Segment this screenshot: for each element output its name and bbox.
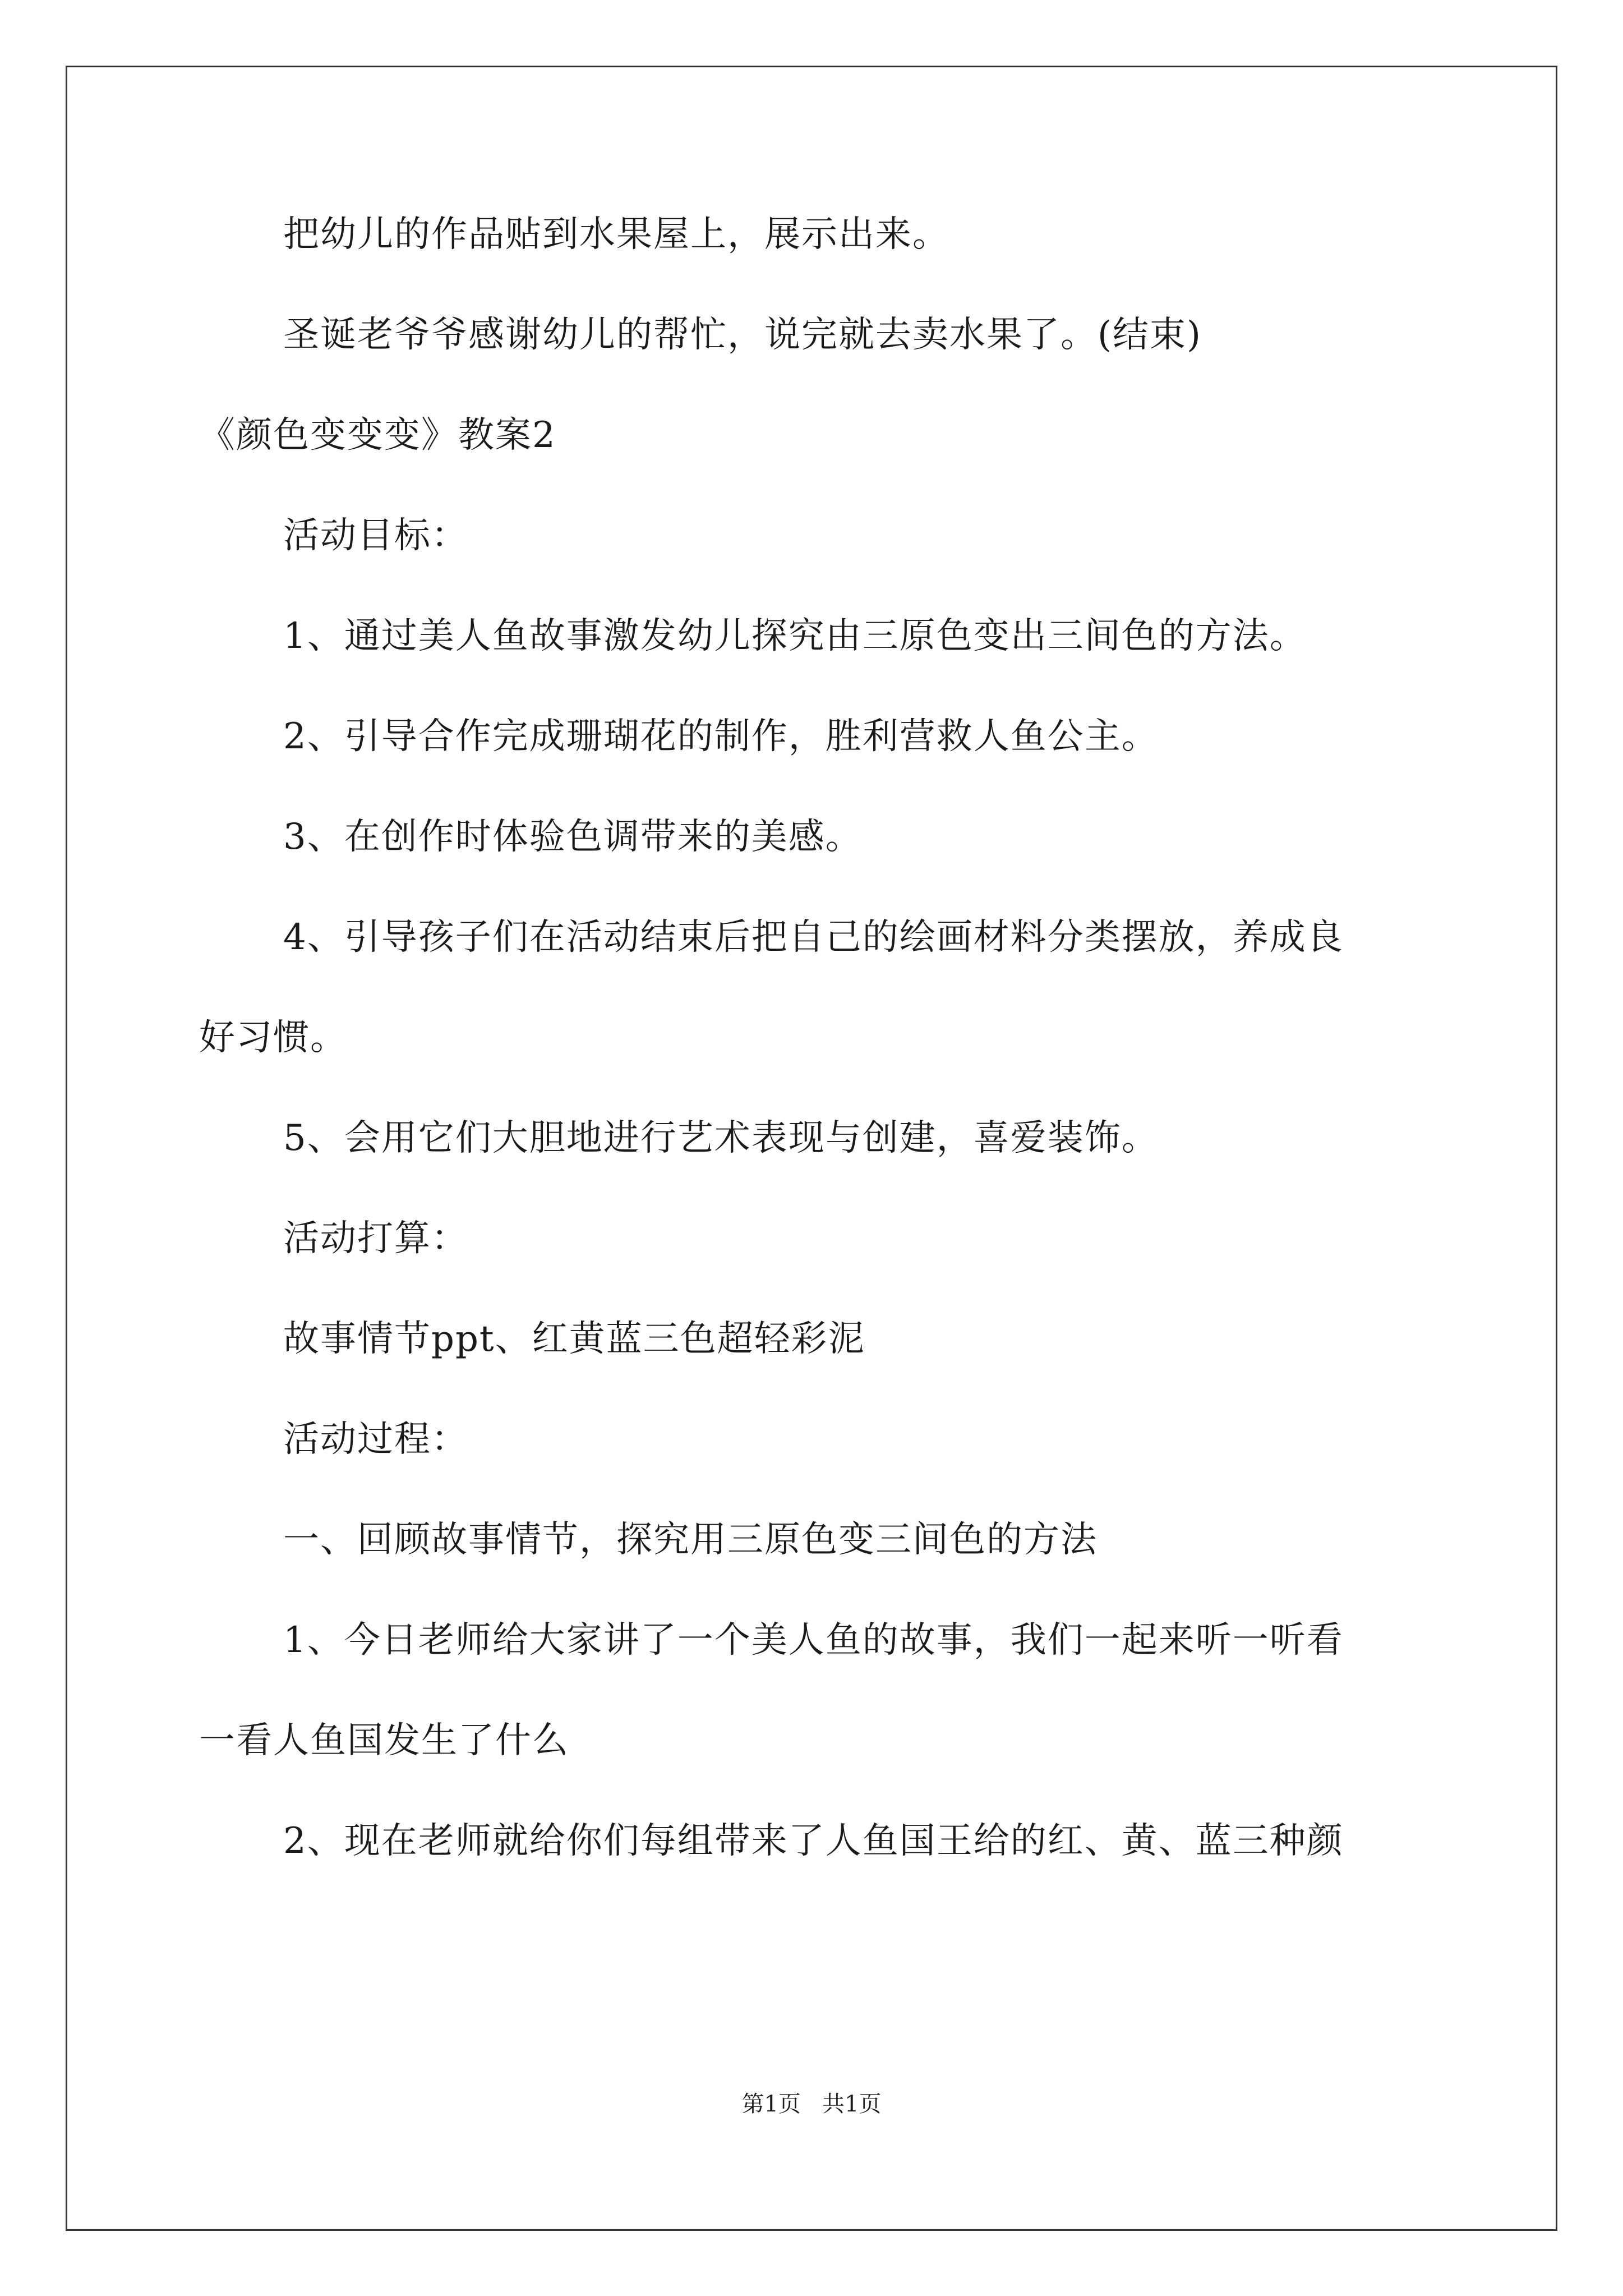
paragraph-line: 活动过程： [283, 1419, 468, 1460]
paragraph-line: 一看人鱼国发生了什么 [199, 1720, 569, 1761]
paragraph-line: 活动目标： [283, 515, 468, 556]
paragraph-line: 5、会用它们大胆地进行艺术表现与创建，喜爱装饰。 [283, 1117, 1159, 1159]
paragraph-line: 把幼儿的作品贴到水果屋上，展示出来。 [283, 214, 949, 255]
paragraph-line: 3、在创作时体验色调带来的美感。 [283, 816, 863, 858]
paragraph-line: 圣诞老爷爷感谢幼儿的帮忙，说完就去卖水果了。(结束) [283, 314, 1202, 356]
page-number-footer: 第1页 共1页 [741, 2091, 882, 2117]
paragraph-line: 4、引导孩子们在活动结束后把自己的绘画材料分类摆放，养成良 [283, 917, 1344, 958]
paragraph-line: 2、引导合作完成珊瑚花的制作，胜利营救人鱼公主。 [283, 716, 1159, 757]
paragraph-line: 好习惯。 [199, 1017, 347, 1059]
paragraph-line: 活动打算： [283, 1218, 468, 1259]
section-title: 《颜色变变变》教案2 [199, 415, 556, 456]
paragraph-line: 一、回顾故事情节，探究用三原色变三间色的方法 [283, 1519, 1098, 1561]
paragraph-line: 2、现在老师就给你们每组带来了人鱼国王给的红、黄、蓝三种颜 [283, 1820, 1344, 1862]
paragraph-line: 1、通过美人鱼故事激发幼儿探究由三原色变出三间色的方法。 [283, 615, 1307, 657]
paragraph-line: 故事情节ppt、红黄蓝三色超轻彩泥 [283, 1318, 865, 1360]
paragraph-line: 1、今日老师给大家讲了一个美人鱼的故事，我们一起来听一听看 [283, 1619, 1344, 1661]
